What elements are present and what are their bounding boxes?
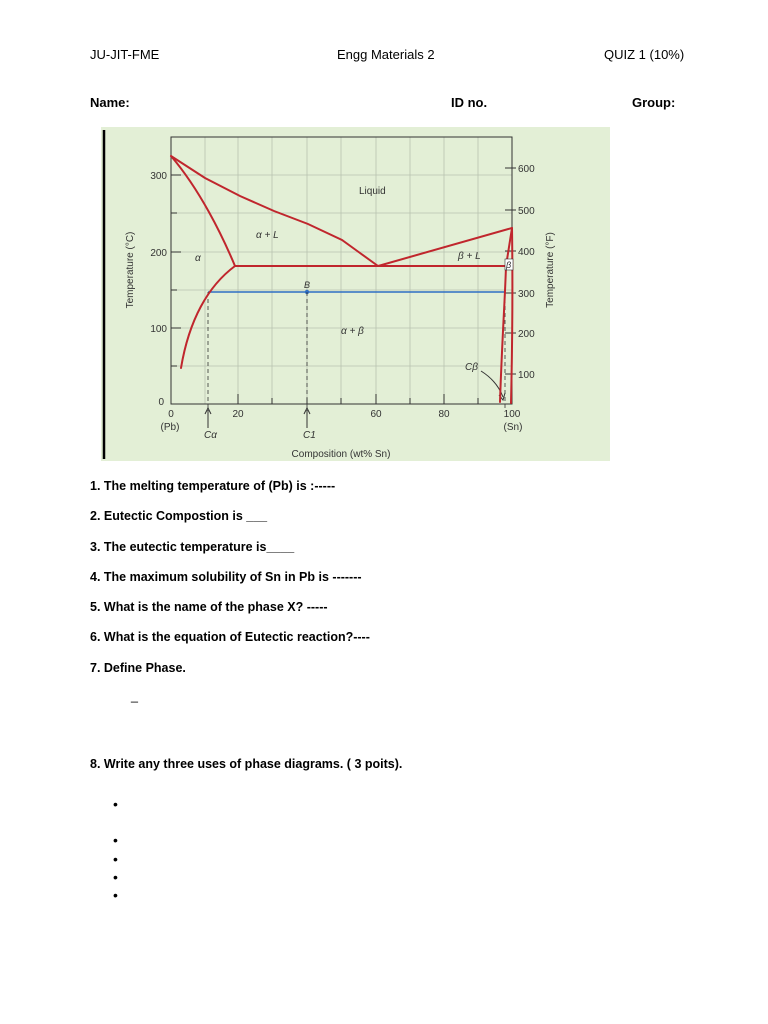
group-label: Group: xyxy=(632,95,676,110)
header-left: JU-JIT-FME xyxy=(90,47,160,62)
point-b-label: B xyxy=(304,280,311,290)
solidus-right xyxy=(511,228,512,403)
question-8: 8. Write any three uses of phase diagrams. ( 3 poits). xyxy=(90,757,403,771)
c-beta-label: Cβ xyxy=(465,362,478,373)
region-beta-l: β + L xyxy=(458,251,481,262)
composition-dashes xyxy=(208,292,505,408)
left-tick-label: 0 xyxy=(158,397,164,408)
region-alpha: α xyxy=(195,253,201,264)
right-axis-title: Temperature (°F) xyxy=(545,232,556,308)
solidus-left xyxy=(171,156,235,266)
region-beta: β xyxy=(506,260,512,270)
question-4: 4. The maximum solubility of Sn in Pb is ------- xyxy=(90,570,362,584)
x-end-left-label: (Pb) xyxy=(160,422,180,433)
question-3: 3. The eutectic temperature is____ xyxy=(90,540,295,554)
liquidus-left xyxy=(171,156,378,266)
header-right: QUIZ 1 (10%) xyxy=(604,47,685,62)
question-5: 5. What is the name of the phase X? ----- xyxy=(90,600,328,614)
left-axis-title: Temperature (°C) xyxy=(125,231,136,309)
left-tick-label: 300 xyxy=(150,171,167,182)
region-liquid: Liquid xyxy=(359,186,386,197)
right-tick-label: 300 xyxy=(518,289,535,300)
c-one-label: C1 xyxy=(303,430,316,441)
x-tick-label: 100 xyxy=(503,409,521,420)
bottom-axis-ticks xyxy=(238,394,478,404)
question-6: 6. What is the equation of Eutectic reaction?---- xyxy=(90,630,370,644)
grid xyxy=(171,137,512,404)
phase-diagram-figure xyxy=(101,127,610,461)
phase-diagram xyxy=(101,127,610,461)
right-tick-label: 100 xyxy=(518,370,535,381)
region-alpha-beta: α + β xyxy=(341,326,364,337)
x-tick-label: 60 xyxy=(370,409,382,420)
header-center: Engg Materials 2 xyxy=(337,47,435,62)
liquidus-right xyxy=(378,228,512,266)
answer-bullet: • xyxy=(113,796,118,812)
x-end-right-label: (Sn) xyxy=(503,422,523,433)
x-tick-label: 80 xyxy=(438,409,450,420)
answer-bullet: • xyxy=(113,851,118,867)
region-alpha-l: α + L xyxy=(256,230,279,241)
c-alpha-label: Cα xyxy=(204,430,217,441)
answer-bullet: • xyxy=(113,869,118,885)
x-axis-title: Composition (wt% Sn) xyxy=(291,449,391,460)
left-axis-ticks xyxy=(171,175,181,366)
id-label: ID no. xyxy=(451,95,488,110)
question-1: 1. The melting temperature of (Pb) is :----- xyxy=(90,479,336,493)
question-2: 2. Eutectic Compostion is ___ xyxy=(90,509,268,523)
question-7: 7. Define Phase. xyxy=(90,661,186,675)
composition-arrows xyxy=(205,371,505,428)
plot-frame xyxy=(171,137,512,404)
x-tick-label: 20 xyxy=(232,409,244,420)
answer-bullet: • xyxy=(113,832,118,848)
name-label: Name: xyxy=(90,95,130,110)
x-tick-label: 0 xyxy=(168,409,174,420)
answer-bullet: • xyxy=(113,887,118,903)
solvus-right xyxy=(500,228,512,402)
right-tick-label: 500 xyxy=(518,206,535,217)
right-tick-label: 200 xyxy=(518,329,535,340)
left-tick-label: 100 xyxy=(150,324,167,335)
left-tick-label: 200 xyxy=(150,248,167,259)
right-tick-label: 600 xyxy=(518,164,535,175)
answer-dash: _ xyxy=(131,689,138,703)
right-tick-label: 400 xyxy=(518,247,535,258)
